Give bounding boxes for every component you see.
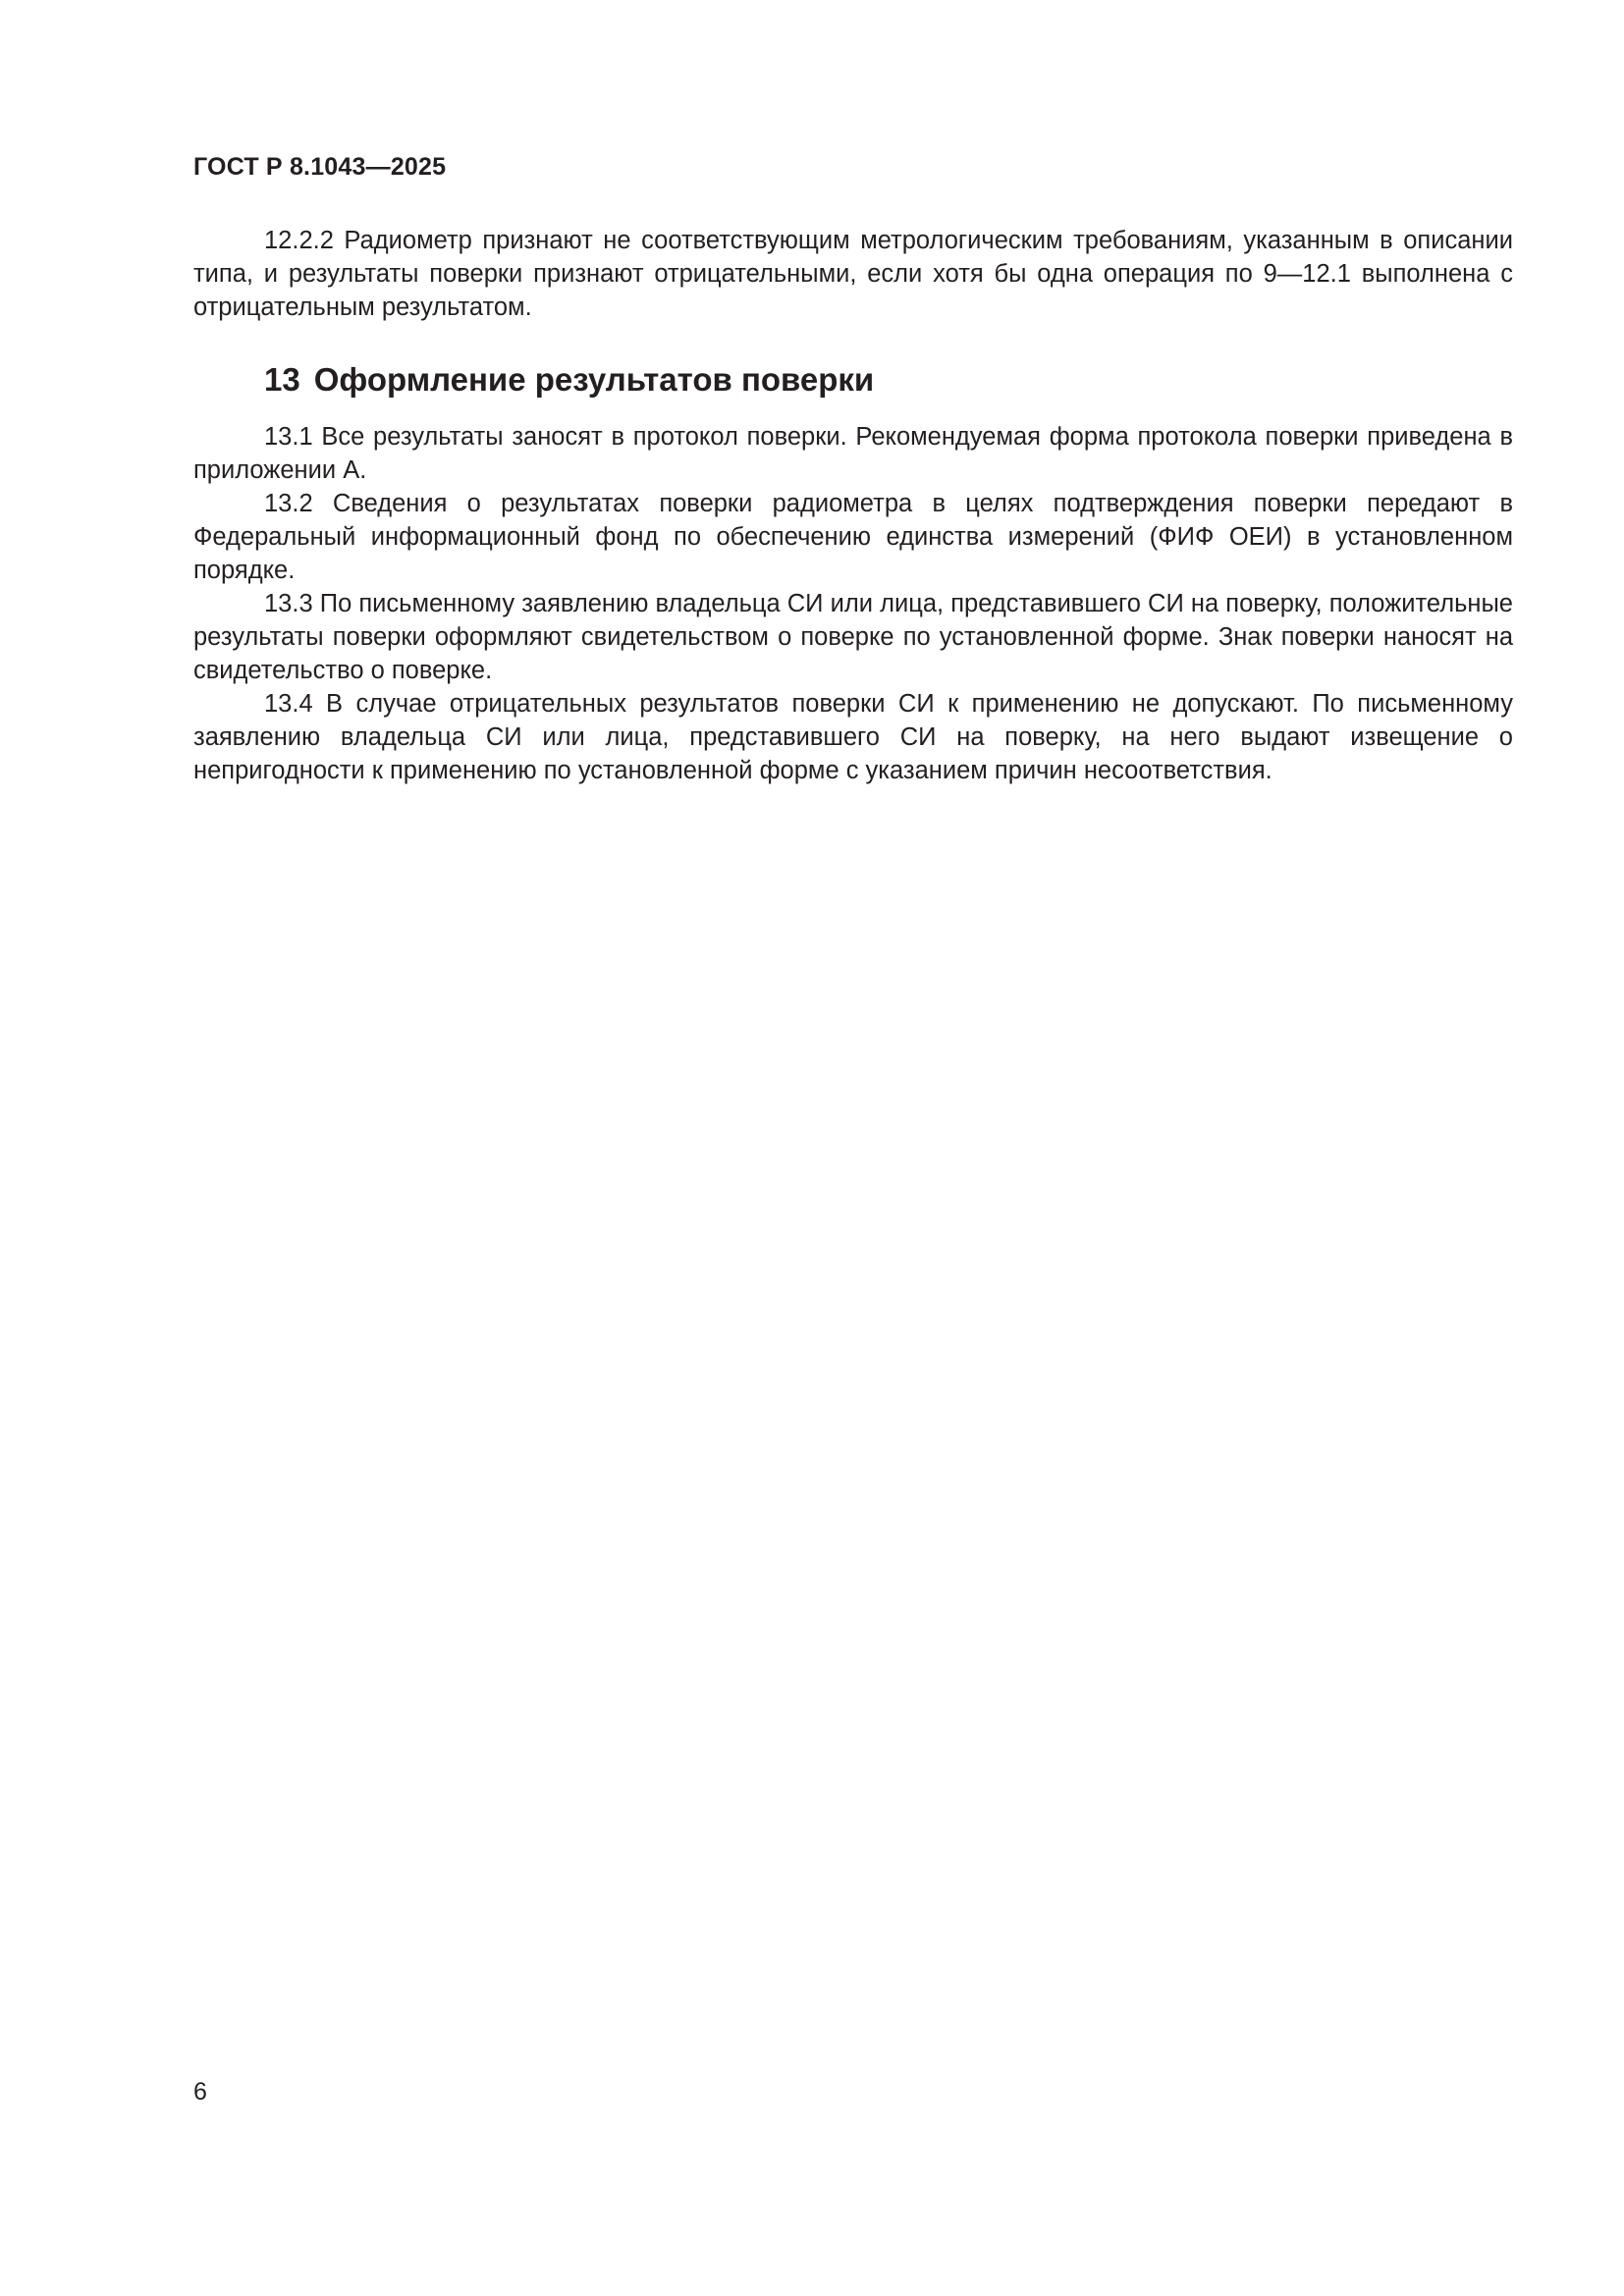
paragraph-12-2-2: 12.2.2 Радиометр признают не соответствующим метрологическим требованиям, указанным в описании типа, и результаты поверки признают отрицательными, если хотя бы одна операция по 9—12.1 выполнена с отрицательным результатом.: [193, 227, 1513, 321]
section-heading-13: [264, 360, 1513, 400]
document-header: ГОСТ Р 8.1043—2025: [193, 153, 447, 181]
paragraph-13-3: 13.3 По письменному заявлению владельца СИ или лица, представившего СИ на поверку, положительные результаты поверки оформляют свидетельством о поверке по установленной форме. Знак поверки наносят на свидетельство о поверке.: [193, 590, 1513, 684]
section-title: Оформление результатов поверки: [313, 361, 875, 398]
section-number: 13: [264, 361, 300, 398]
document-body: [193, 224, 1513, 787]
paragraph-13-1: 13.1 Все результаты заносят в протокол поверки. Рекомендуемая форма протокола поверки приведена в приложении А.: [193, 423, 1513, 484]
paragraph-13-4: 13.4 В случае отрицательных результатов поверки СИ к применению не допускают. По письменному заявлению владельца СИ или лица, представившего СИ на поверку, на него выдают извещение о непригодности к применению по установленной форме с указанием причин несоответствия.: [193, 690, 1513, 784]
paragraph-13-2: 13.2 Сведения о результатах поверки радиометра в целях подтверждения поверки передают в Федеральный информационный фонд по обеспечению единства измерений (ФИФ ОЕИ) в установленном порядке.: [193, 490, 1513, 584]
page-number: 6: [193, 2078, 207, 2106]
